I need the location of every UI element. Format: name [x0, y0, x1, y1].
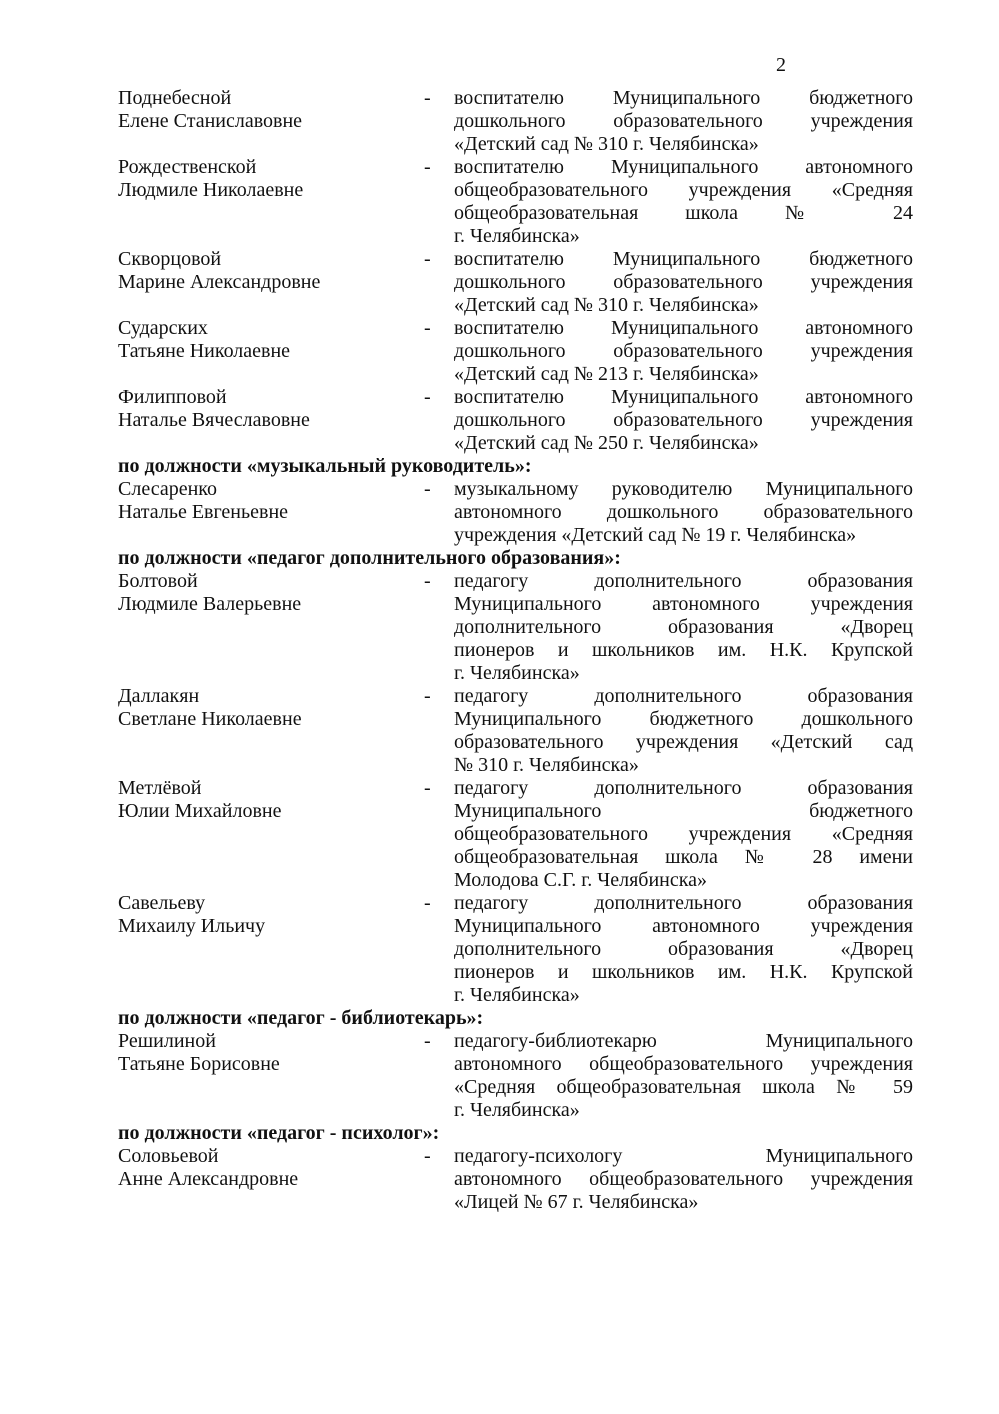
given-names: Людмиле Николаевне: [118, 179, 304, 201]
description-line: «Средняя общеобразовательная школа № 59: [454, 1076, 913, 1098]
dash-separator: -: [424, 317, 431, 339]
description-line: «Детский сад № 310 г. Челябинска»: [454, 133, 759, 155]
description-line: г. Челябинска»: [454, 225, 580, 247]
description-line: г. Челябинска»: [454, 984, 580, 1006]
dash-separator: -: [424, 685, 431, 707]
person-name: [118, 478, 424, 524]
position-description: [454, 892, 913, 1007]
dash-separator: -: [424, 87, 431, 109]
page-number: 2: [776, 54, 786, 76]
position-description: [454, 317, 913, 386]
position-description: [454, 478, 913, 547]
position-description: [454, 685, 913, 777]
description-line: дошкольного образовательного учреждения: [454, 340, 913, 362]
description-line: Муниципального бюджетного дошкольного: [454, 708, 913, 730]
given-names: Светлане Николаевне: [118, 708, 302, 730]
description-line: педагогу дополнительного образования: [454, 892, 913, 914]
surname: Рождественской: [118, 156, 257, 178]
description-line: общеобразовательная школа № 24: [454, 202, 913, 224]
appointment-entry: [118, 1030, 913, 1122]
description-line: педагогу-библиотекарю Муниципального: [454, 1030, 913, 1052]
dash-separator: -: [424, 1145, 431, 1167]
section-heading: по должности «педагог дополнительного образования»:: [118, 547, 621, 569]
position-description: [454, 248, 913, 317]
dash-separator: -: [424, 156, 431, 178]
description-line: пионеров и школьников им. Н.К. Крупской: [454, 961, 913, 983]
appointment-entry: [118, 156, 913, 248]
description-line: педагогу дополнительного образования: [454, 777, 913, 799]
person-name: [118, 892, 424, 938]
surname: Болтовой: [118, 570, 198, 592]
appointment-entry: [118, 317, 913, 386]
position-description: [454, 87, 913, 156]
description-line: автономного общеобразовательного учреждения: [454, 1053, 913, 1075]
appointment-entry: [118, 1145, 913, 1214]
person-name: [118, 777, 424, 823]
description-line: воспитателю Муниципального бюджетного: [454, 248, 913, 270]
section-heading: по должности «педагог - психолог»:: [118, 1122, 440, 1144]
surname: Слесаренко: [118, 478, 217, 500]
person-name: [118, 317, 424, 363]
description-line: Муниципального автономного учреждения: [454, 593, 913, 615]
surname: Скворцовой: [118, 248, 222, 270]
description-line: дополнительного образования «Дворец: [454, 616, 913, 638]
appointment-entry: [118, 777, 913, 892]
dash-separator: -: [424, 478, 431, 500]
person-name: [118, 386, 424, 432]
given-names: Наталье Вячеславовне: [118, 409, 310, 431]
description-line: № 310 г. Челябинска»: [454, 754, 639, 776]
given-names: Людмиле Валерьевне: [118, 593, 302, 615]
description-line: воспитателю Муниципального автономного: [454, 386, 913, 408]
dash-separator: -: [424, 1030, 431, 1052]
appointment-entry: [118, 87, 913, 156]
given-names: Анне Александровне: [118, 1168, 299, 1190]
description-line: автономного дошкольного образовательного: [454, 501, 913, 523]
surname: Савельеву: [118, 892, 206, 914]
person-name: [118, 570, 424, 616]
description-line: педагогу-психологу Муниципального: [454, 1145, 913, 1167]
section-heading: по должности «педагог - библиотекарь»:: [118, 1007, 484, 1029]
description-line: г. Челябинска»: [454, 662, 580, 684]
description-line: Молодова С.Г. г. Челябинска»: [454, 869, 708, 891]
description-line: воспитателю Муниципального бюджетного: [454, 87, 913, 109]
description-line: учреждения «Детский сад № 19 г. Челябинска»: [454, 524, 857, 546]
person-name: [118, 1030, 424, 1076]
description-line: педагогу дополнительного образования: [454, 685, 913, 707]
position-description: [454, 1145, 913, 1214]
description-line: педагогу дополнительного образования: [454, 570, 913, 592]
description-line: общеобразовательного учреждения «Средняя: [454, 823, 913, 845]
description-line: пионеров и школьников им. Н.К. Крупской: [454, 639, 913, 661]
given-names: Михаилу Ильичу: [118, 915, 266, 937]
description-line: Муниципального бюджетного: [454, 800, 913, 822]
appointment-list: [118, 87, 913, 1214]
description-line: музыкальному руководителю Муниципального: [454, 478, 913, 500]
appointment-entry: [118, 478, 913, 547]
description-line: воспитателю Муниципального автономного: [454, 317, 913, 339]
surname: Соловьевой: [118, 1145, 219, 1167]
given-names: Марине Александровне: [118, 271, 321, 293]
description-line: «Детский сад № 310 г. Челябинска»: [454, 294, 759, 316]
surname: Поднебесной: [118, 87, 232, 109]
given-names: Татьяне Николаевне: [118, 340, 291, 362]
appointment-entry: [118, 892, 913, 1007]
dash-separator: -: [424, 248, 431, 270]
given-names: Елене Станиславовне: [118, 110, 303, 132]
position-description: [454, 156, 913, 248]
description-line: «Детский сад № 250 г. Челябинска»: [454, 432, 759, 454]
appointment-entry: [118, 685, 913, 777]
description-line: «Детский сад № 213 г. Челябинска»: [454, 363, 759, 385]
dash-separator: -: [424, 570, 431, 592]
surname: Сударских: [118, 317, 208, 339]
person-name: [118, 87, 424, 133]
surname: Решилиной: [118, 1030, 216, 1052]
person-name: [118, 685, 424, 731]
description-line: общеобразовательная школа № 28 имени: [454, 846, 913, 868]
person-name: [118, 248, 424, 294]
description-line: дошкольного образовательного учреждения: [454, 110, 913, 132]
appointment-entry: [118, 248, 913, 317]
given-names: Наталье Евгеньевне: [118, 501, 289, 523]
description-line: г. Челябинска»: [454, 1099, 580, 1121]
surname: Метлёвой: [118, 777, 202, 799]
person-name: [118, 156, 424, 202]
description-line: дополнительного образования «Дворец: [454, 938, 913, 960]
description-line: «Лицей № 67 г. Челябинска»: [454, 1191, 699, 1213]
description-line: дошкольного образовательного учреждения: [454, 409, 913, 431]
description-line: воспитателю Муниципального автономного: [454, 156, 913, 178]
appointment-entry: [118, 570, 913, 685]
description-line: общеобразовательного учреждения «Средняя: [454, 179, 913, 201]
given-names: Юлии Михайловне: [118, 800, 282, 822]
description-line: автономного общеобразовательного учреждения: [454, 1168, 913, 1190]
position-description: [454, 1030, 913, 1122]
dash-separator: -: [424, 777, 431, 799]
position-description: [454, 386, 913, 455]
position-description: [454, 570, 913, 685]
description-line: дошкольного образовательного учреждения: [454, 271, 913, 293]
given-names: Татьяне Борисовне: [118, 1053, 280, 1075]
surname: Филипповой: [118, 386, 227, 408]
description-line: Муниципального автономного учреждения: [454, 915, 913, 937]
dash-separator: -: [424, 386, 431, 408]
surname: Даллакян: [118, 685, 200, 707]
position-description: [454, 777, 913, 892]
section-heading: по должности «музыкальный руководитель»:: [118, 455, 532, 477]
dash-separator: -: [424, 892, 431, 914]
description-line: образовательного учреждения «Детский сад: [454, 731, 913, 753]
person-name: [118, 1145, 424, 1191]
appointment-entry: [118, 386, 913, 455]
